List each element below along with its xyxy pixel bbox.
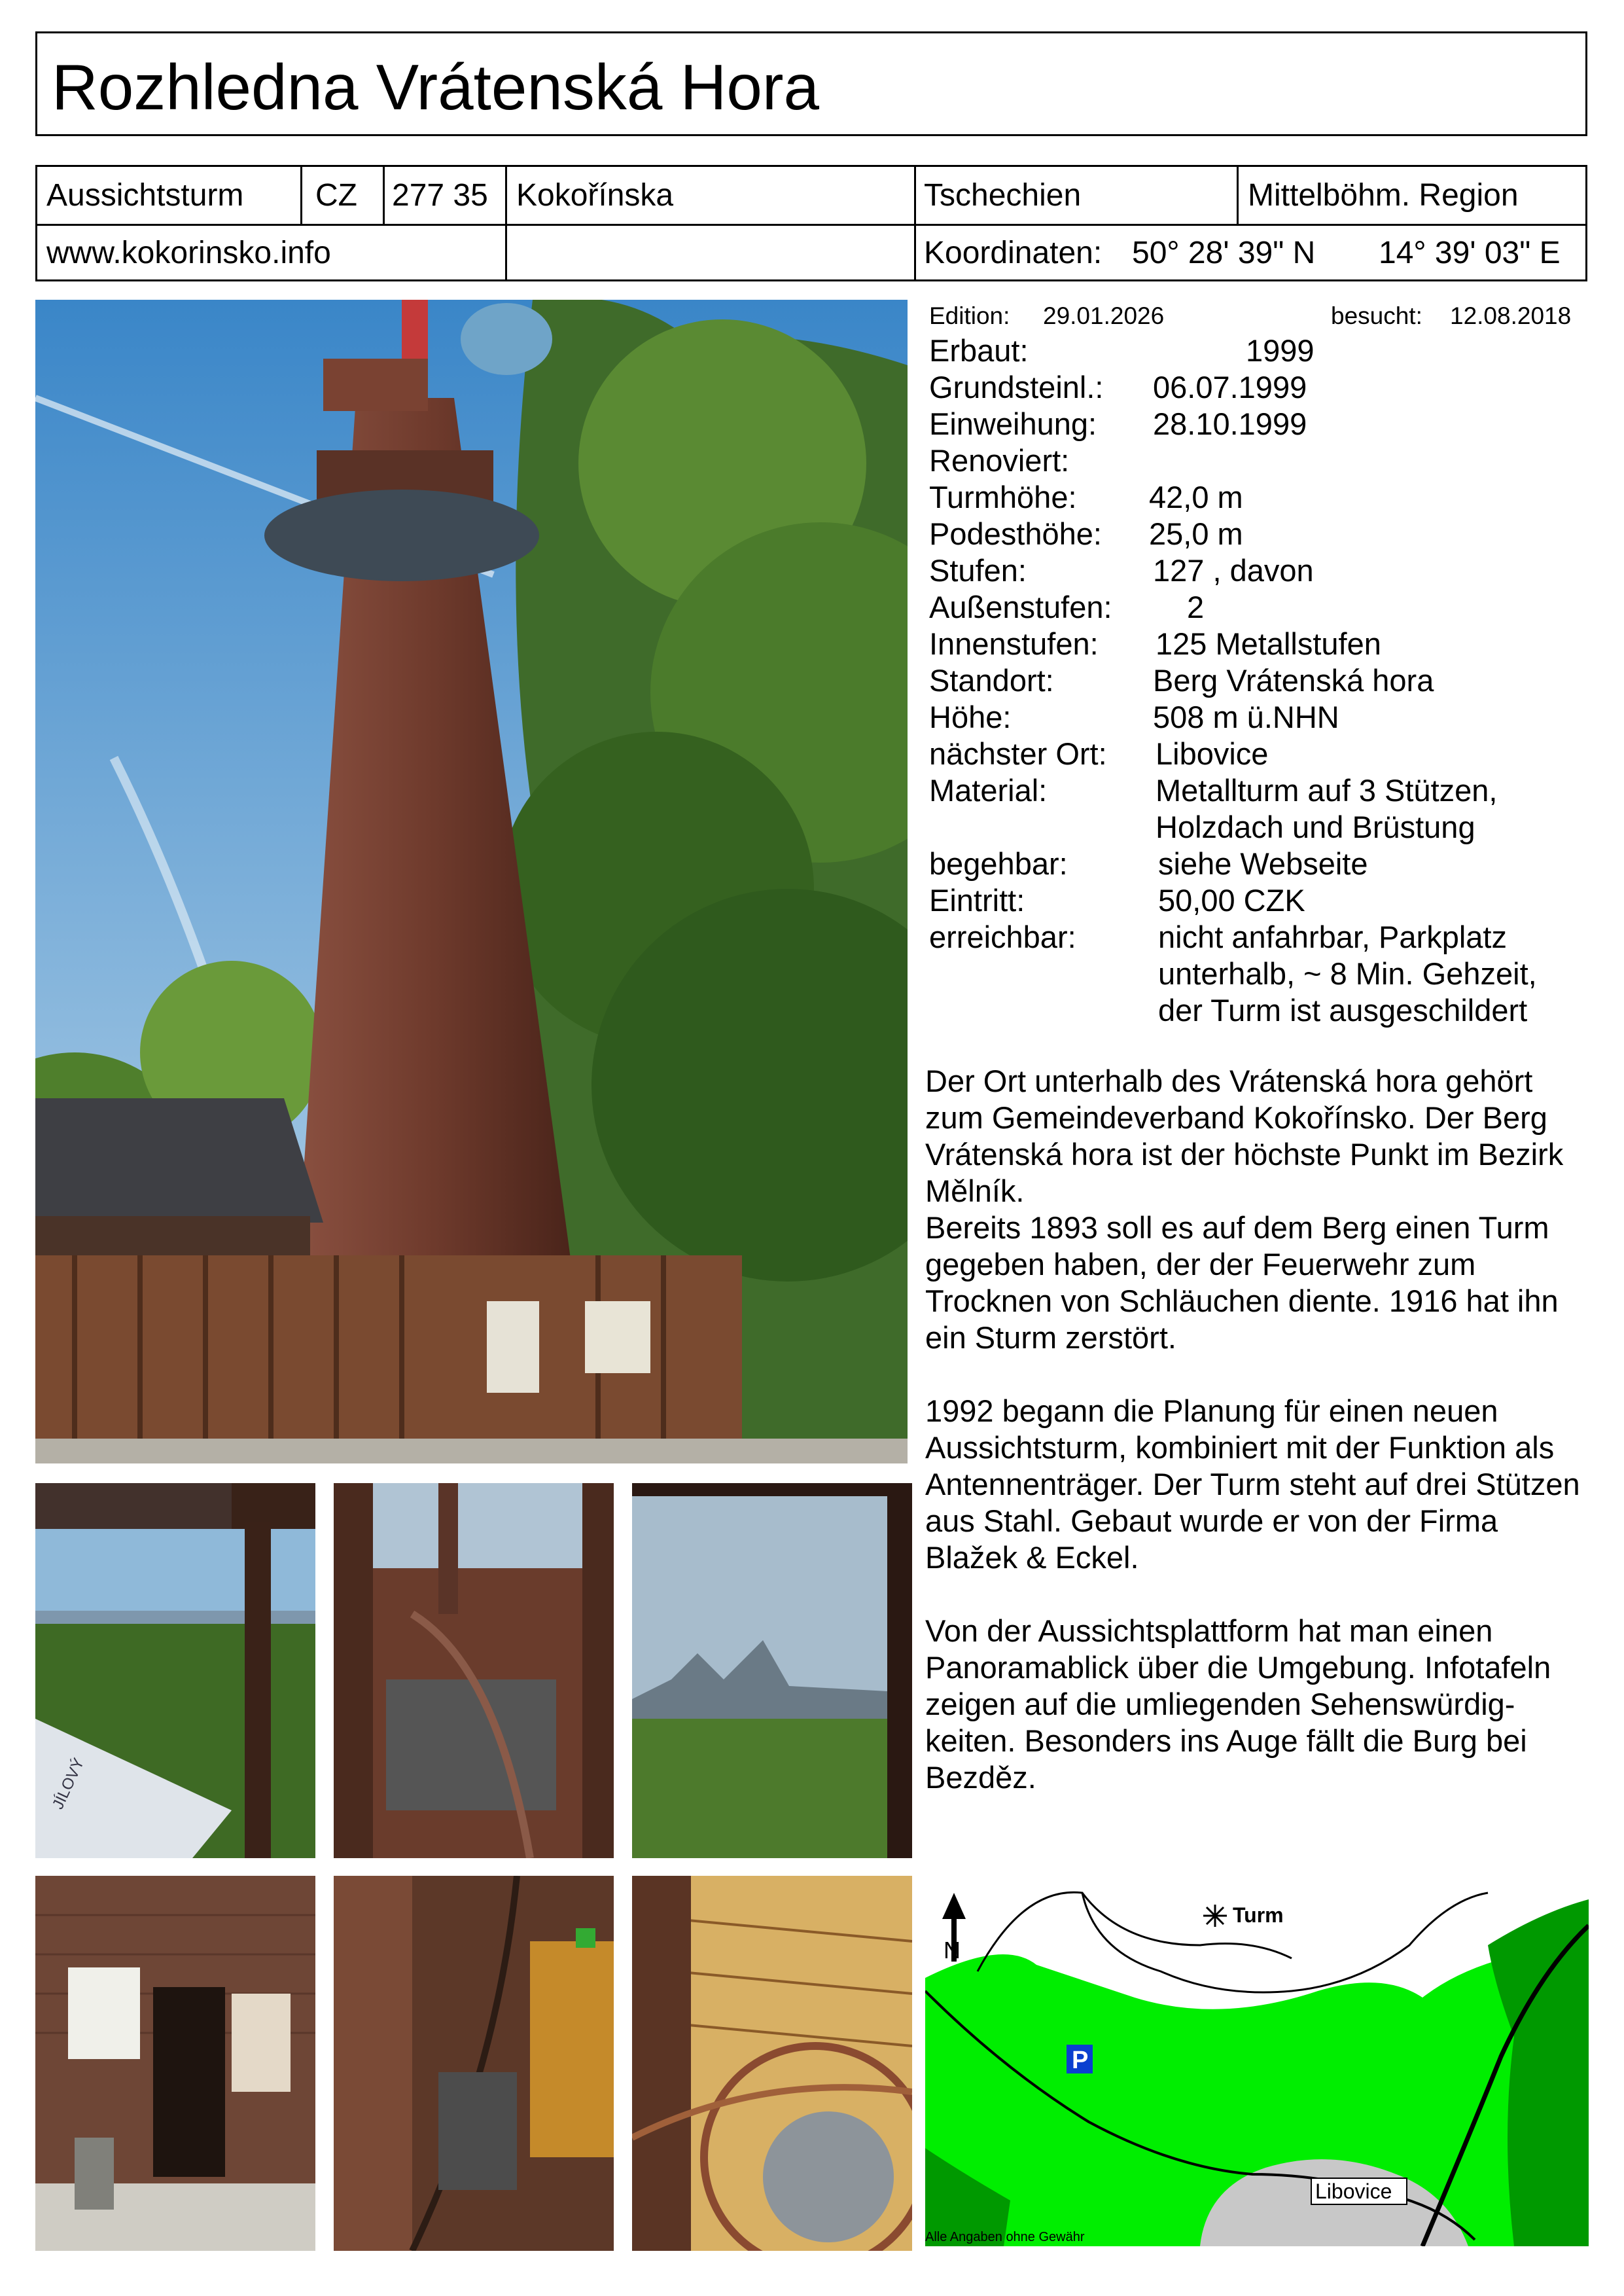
fact-label: Eintritt: bbox=[929, 883, 1025, 918]
country-code-cell: CZ bbox=[315, 178, 357, 213]
stair-photo-2 bbox=[334, 1876, 614, 2251]
parking-label: P bbox=[1072, 2047, 1089, 2074]
fact-value: 2 bbox=[1187, 590, 1205, 624]
fact-value: Metallturm auf 3 Stützen, bbox=[1156, 773, 1498, 808]
entrance-photo bbox=[35, 1876, 315, 2251]
fact-label: Material: bbox=[929, 773, 1048, 808]
edition-label: Edition: bbox=[929, 302, 1010, 329]
fact-label: Stufen: bbox=[929, 553, 1027, 588]
tower-photo bbox=[35, 300, 908, 1463]
district-cell: Kokořínska bbox=[516, 178, 674, 213]
table-divider bbox=[1237, 167, 1239, 224]
postal-code-cell: 277 35 bbox=[392, 178, 488, 213]
north-label: N bbox=[944, 1937, 961, 1964]
visited-label: besucht: bbox=[1331, 302, 1422, 329]
fact-label: begehbar: bbox=[929, 846, 1068, 881]
roof-sign-text: JÍLOVÝ bbox=[48, 1755, 88, 1812]
description-p1: Der Ort unterhalb des Vrátenská hora gehört zum Gemeindeverband Kokořínsko. Der Berg Vrátenská hora ist der höchste Punkt im Bezirk Mělník. bbox=[925, 1064, 1564, 1208]
tower-marker: Turm bbox=[1233, 1903, 1284, 1927]
stair-photo-3 bbox=[632, 1876, 912, 2251]
fact-label: erreichbar: bbox=[929, 920, 1076, 954]
view-photo-bezdez bbox=[632, 1483, 912, 1858]
fact-value: 06.07.1999 bbox=[1153, 370, 1307, 404]
longitude: 14° 39' 03" E bbox=[1379, 236, 1561, 270]
fact-value: unterhalb, ~ 8 Min. Gehzeit, bbox=[1158, 956, 1537, 991]
map-disclaimer: Alle Angaben ohne Gewähr bbox=[925, 2230, 1085, 2244]
fact-value: 28.10.1999 bbox=[1153, 406, 1307, 441]
fact-value: 508 m ü.NHN bbox=[1153, 700, 1339, 734]
table-divider bbox=[505, 167, 507, 224]
website-link[interactable]: www.kokorinsko.info bbox=[46, 236, 331, 270]
page-title: Rozhledna Vrátenská Hora bbox=[52, 51, 820, 123]
fact-value: Berg Vrátenská hora bbox=[1153, 663, 1434, 698]
fact-label: Einweihung: bbox=[929, 406, 1097, 441]
fact-value: Holzdach und Brüstung bbox=[1156, 810, 1475, 844]
stair-photo-1 bbox=[334, 1483, 614, 1858]
title-box bbox=[35, 31, 1587, 136]
fact-value: 1999 bbox=[1246, 333, 1315, 368]
table-divider bbox=[383, 167, 385, 224]
region-cell: Mittelböhm. Region bbox=[1248, 178, 1519, 213]
country-cell: Tschechien bbox=[924, 178, 1082, 213]
table-divider bbox=[300, 167, 302, 224]
location-map bbox=[925, 1873, 1589, 2246]
fact-value: nicht anfahrbar, Parkplatz bbox=[1158, 920, 1507, 954]
fact-label: Höhe: bbox=[929, 700, 1012, 734]
table-divider bbox=[37, 224, 1585, 226]
fact-label: Innenstufen: bbox=[929, 626, 1099, 661]
fact-value: Libovice bbox=[1156, 736, 1269, 771]
fact-value: 42,0 m bbox=[1149, 480, 1243, 514]
description-p4: Von der Aussichtsplattform hat man einen Panoramablick über die Umgebung. Infotafeln zeigen auf die umliegenden Sehenswürdig-keiten. Besonders ins Auge fällt die Burg bei Bezděz. bbox=[925, 1613, 1551, 1795]
visited-date: 12.08.2018 bbox=[1450, 302, 1572, 329]
fact-label: Turmhöhe: bbox=[929, 480, 1077, 514]
fact-value: 25,0 m bbox=[1149, 516, 1243, 551]
edition-date: 29.01.2026 bbox=[1043, 302, 1165, 329]
tower-star-icon bbox=[1203, 1905, 1227, 1927]
description-p3: 1992 begann die Planung für einen neuen Aussichtsturm, kombiniert mit der Funktion als Antennenträger. Der Turm steht auf drei Stützen aus Stahl. Gebaut wurde er von der Firma Blažek & Eckel. bbox=[925, 1393, 1580, 1575]
fact-value: siehe Webseite bbox=[1158, 846, 1368, 881]
description-p2: Bereits 1893 soll es auf dem Berg einen Turm gegeben haben, der der Feuerwehr zum Trocknen von Schläuchen diente. 1916 hat ihn ein Sturm zerstört. bbox=[925, 1210, 1559, 1355]
fact-label: Renoviert: bbox=[929, 443, 1070, 478]
fact-label: Standort: bbox=[929, 663, 1054, 698]
fact-value: 125 Metallstufen bbox=[1156, 626, 1381, 661]
info-table bbox=[35, 165, 1587, 281]
fact-value: 50,00 CZK bbox=[1158, 883, 1305, 918]
fact-label: Grundsteinl.: bbox=[929, 370, 1104, 404]
latitude: 50° 28' 39" N bbox=[1132, 236, 1316, 270]
coords-label: Koordinaten: bbox=[924, 236, 1103, 270]
table-divider bbox=[914, 167, 916, 279]
fact-value: 127 , davon bbox=[1153, 553, 1314, 588]
view-photo-1 bbox=[35, 1483, 315, 1858]
village-label: Libovice bbox=[1315, 2179, 1392, 2203]
table-divider bbox=[505, 224, 507, 279]
fact-label: Außenstufen: bbox=[929, 590, 1112, 624]
fact-label: Erbaut: bbox=[929, 333, 1029, 368]
fact-label: Podesthöhe: bbox=[929, 516, 1102, 551]
fact-value: der Turm ist ausgeschildert bbox=[1158, 993, 1528, 1028]
fact-label: nächster Ort: bbox=[929, 736, 1107, 771]
type-cell: Aussichtsturm bbox=[46, 178, 244, 213]
